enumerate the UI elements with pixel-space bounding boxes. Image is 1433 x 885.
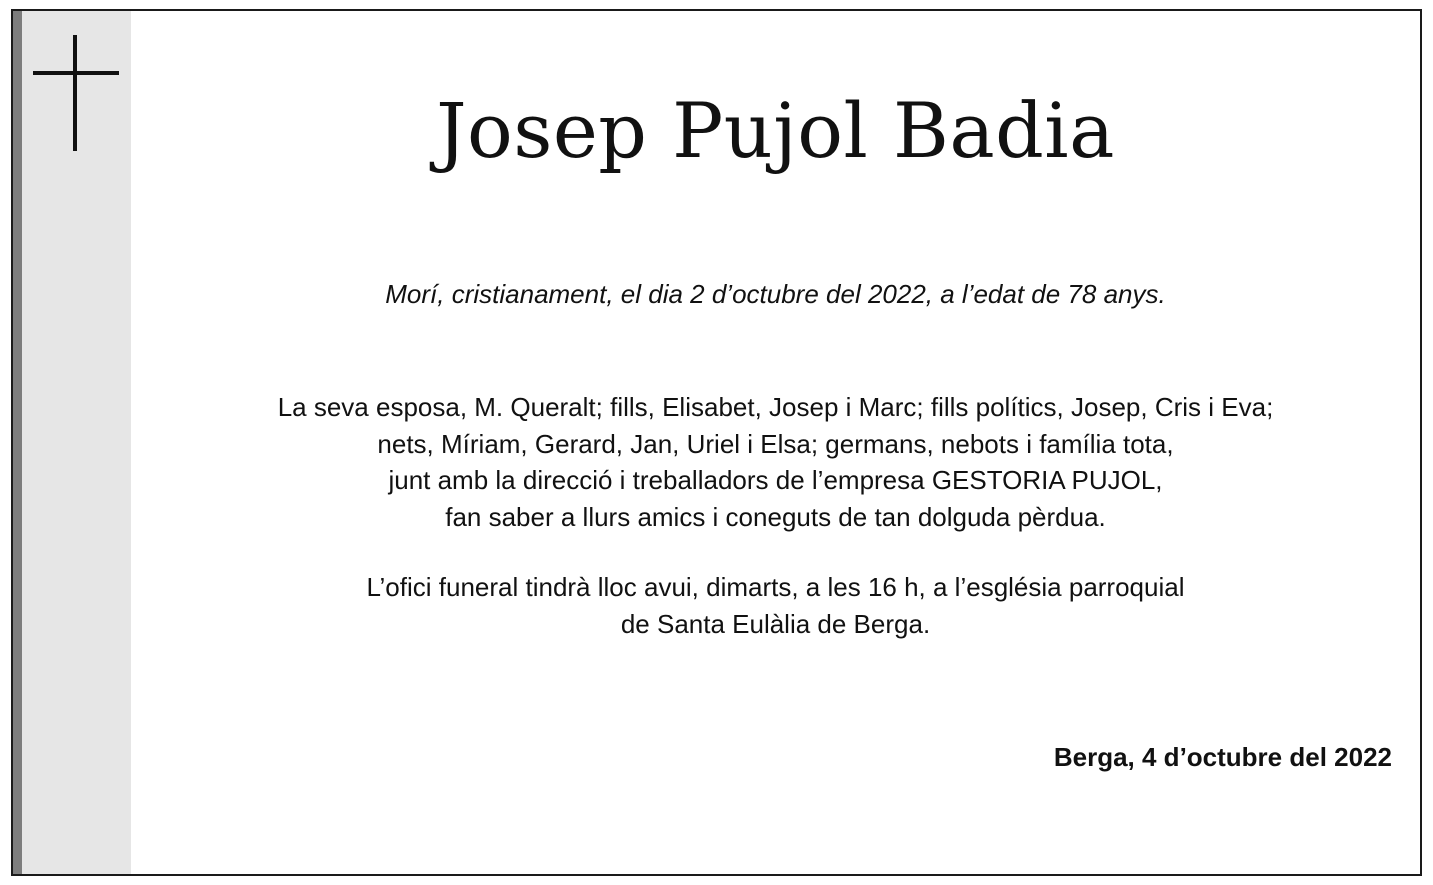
side-strip-edge [13, 11, 22, 874]
deceased-name: Josep Pujol Badia [436, 86, 1115, 175]
funeral-line: L’ofici funeral tindrà lloc avui, dimarts, a les 16 h, a l’església parroquial [366, 572, 1185, 602]
family-line: nets, Míriam, Gerard, Jan, Uriel i Elsa; germans, nebots i família tota, [377, 428, 1174, 459]
family-paragraph [131, 389, 1420, 535]
family-line: junt amb la direcció i treballadors de l’empresa GESTORIA PUJOL, [388, 465, 1163, 495]
family-line: fan saber a llurs amics i coneguts de tan dolguda pèrdua. [445, 501, 1106, 532]
cross-horizontal-bar [33, 71, 119, 75]
place-and-date: Berga, 4 d’octubre del 2022 [1053, 742, 1392, 772]
side-strip [13, 11, 131, 874]
cross-vertical-bar [73, 35, 77, 151]
obituary-card [11, 9, 1422, 876]
family-line: La seva esposa, M. Queralt; fills, Elisabet, Josep i Marc; fills polítics, Josep, Cris i Eva; [277, 392, 1274, 422]
funeral-paragraph [131, 569, 1420, 642]
funeral-line: de Santa Eulàlia de Berga. [620, 608, 931, 639]
death-announcement: Morí, cristianament, el dia 2 d’octubre del 2022, a l’edat de 78 anys. [385, 279, 1166, 309]
cross-icon [33, 35, 119, 151]
